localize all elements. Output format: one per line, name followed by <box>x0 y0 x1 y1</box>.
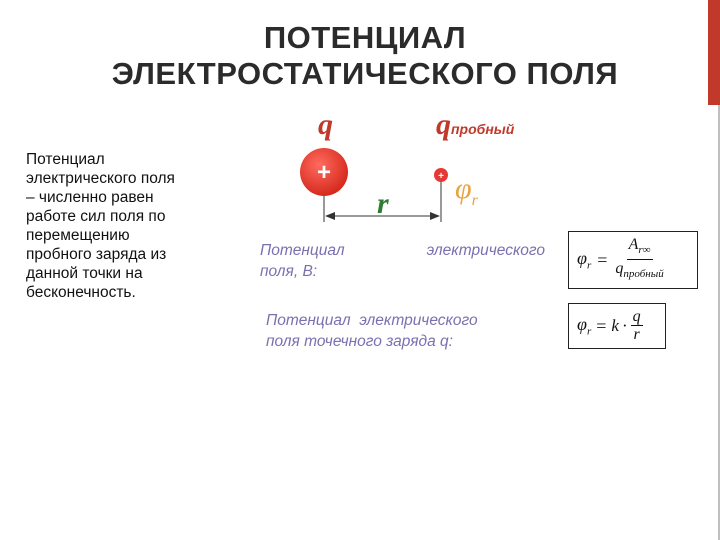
distance-label: r <box>377 187 389 220</box>
f2-dot: · <box>621 316 628 335</box>
f1-equals: = <box>597 249 608 270</box>
probe-charge-label <box>436 108 514 142</box>
f2-denominator: r <box>633 325 640 343</box>
f1-num-sub: r∞ <box>638 244 651 257</box>
probe-label-main: q <box>436 108 451 141</box>
f1-denominator <box>613 260 665 283</box>
potential-symbol: φ <box>455 172 472 205</box>
formula-point-charge <box>568 303 666 349</box>
definition-line: бесконечность. <box>26 284 136 301</box>
f1-den-sub: пробный <box>623 267 664 280</box>
f2-lhs-sub: r <box>586 325 592 338</box>
definition-line: работе сил поля по <box>26 208 166 225</box>
formula-potential-work <box>568 231 698 289</box>
definition-line: Потенциал <box>26 151 105 168</box>
caption1-word1: Потенциал <box>260 242 345 259</box>
caption1-line2: поля, В: <box>260 263 318 280</box>
definition-line: – численно равен <box>26 189 154 206</box>
title-line-2: ЭЛЕКТРОСТАТИЧЕСКОГО ПОЛЯ <box>111 56 619 91</box>
charge-plus-sign: + <box>316 159 332 186</box>
definition-line: электрического поля <box>26 170 175 187</box>
f1-lhs-sub: r <box>586 259 592 272</box>
caption2-line2: поля точечного заряда q: <box>266 333 453 350</box>
probe-label-sub: пробный <box>451 121 515 137</box>
arrow-left-icon <box>325 212 335 220</box>
caption1-word2: электрического <box>426 242 545 259</box>
title-line-1: ПОТЕНЦИАЛ <box>263 20 467 55</box>
charge-label: q <box>318 108 333 141</box>
potential-label <box>455 172 478 210</box>
caption-point-charge <box>266 310 556 352</box>
caption2-line1: Потенциал электрического <box>266 312 478 329</box>
definition-line: перемещению <box>26 227 130 244</box>
potential-sub: r <box>471 192 478 209</box>
f2-fraction <box>631 309 643 344</box>
f1-num-main: A <box>628 236 639 254</box>
f2-k: k <box>611 316 619 335</box>
definition-line: данной точки на <box>26 265 143 282</box>
f2-lhs <box>577 314 591 338</box>
definition-line: пробного заряда из <box>26 246 167 263</box>
f1-phi: φ <box>577 248 587 269</box>
f2-equals: = <box>596 315 607 336</box>
arrow-right-icon <box>430 212 440 220</box>
f2-numerator: q <box>632 307 641 325</box>
f1-den-main: q <box>615 259 624 277</box>
f2-phi: φ <box>577 314 587 335</box>
probe-plus-sign: + <box>438 171 444 182</box>
caption-potential-units <box>260 240 545 282</box>
f1-lhs <box>577 248 591 272</box>
f1-fraction <box>613 237 665 282</box>
f1-numerator <box>627 237 653 259</box>
